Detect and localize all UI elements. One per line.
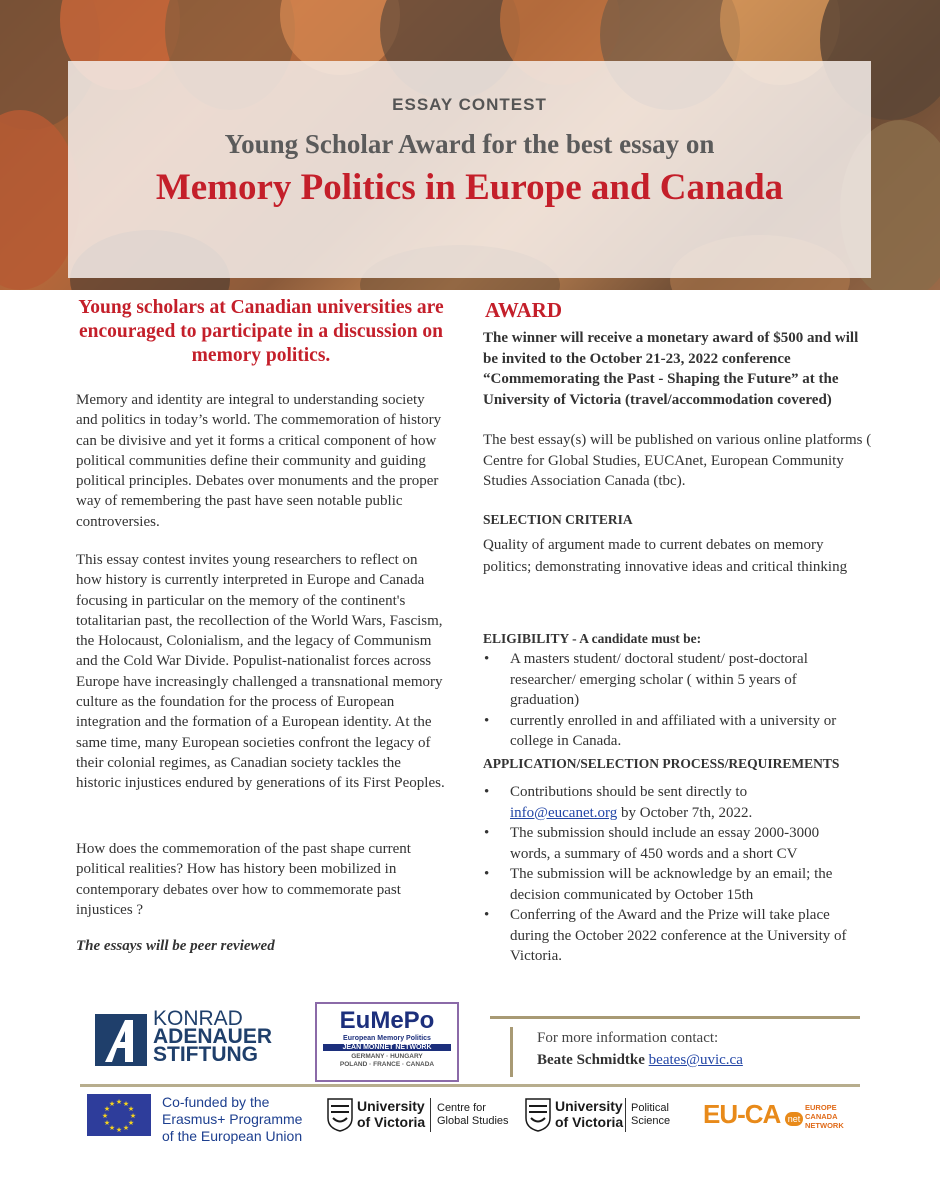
peer-review-note: The essays will be peer reviewed (76, 938, 275, 954)
selection-criteria-text: Quality of argument made to current debates on memory politics; demonstrating innovative ideas and critical thinking (483, 537, 848, 575)
eucanet-wordmark: EU-CA (703, 1099, 781, 1129)
uvic-unit (437, 1102, 509, 1128)
left-column (76, 296, 446, 954)
eucanet-logo (703, 1099, 844, 1130)
kas-line-2: ADENAUER (153, 1025, 273, 1048)
eumepo-logo (315, 1002, 459, 1082)
list-item: • currently enrolled in and affiliated with a university or college in Canada. (483, 711, 853, 752)
erasmus-line-3: of the European Union (162, 1128, 303, 1144)
eucanet-net-badge: net (785, 1112, 804, 1126)
svg-text:★: ★ (103, 1105, 111, 1113)
publication-note: The best essay(s) will be published on various online platforms ( Centre for Global Studies, EUCAnet, European Community Studies Association Canada (tbc). (483, 432, 872, 489)
uvic-name (357, 1098, 425, 1130)
uvic-name-line-2: of Victoria (357, 1114, 426, 1130)
award-heading: AWARD (485, 298, 563, 322)
list-item: • The submission should include an essay 2000-3000 words, a summary of 450 words and a short CV (483, 823, 853, 864)
uvic-name (555, 1098, 623, 1130)
uvic-unit-line-2: Science (631, 1115, 671, 1127)
uvic-unit (631, 1102, 670, 1128)
svg-text:★: ★ (122, 1100, 130, 1108)
eligibility-heading: ELIGIBILITY - A candidate must be: (483, 631, 702, 646)
uvic-unit-line-1: Political (631, 1102, 669, 1114)
uvic-name-line-2: of Victoria (555, 1114, 624, 1130)
contact-line (537, 1049, 887, 1071)
kas-line-1: KONRAD (153, 1007, 243, 1030)
svg-text:★: ★ (122, 1124, 130, 1132)
svg-text:★: ★ (127, 1119, 135, 1127)
svg-text:★: ★ (108, 1100, 116, 1108)
svg-text:★: ★ (115, 1126, 123, 1134)
contest-email-link[interactable]: info@eucanet.org (510, 804, 618, 821)
page-title: Memory Politics in Europe and Canada (155, 167, 784, 208)
svg-text:★: ★ (129, 1112, 137, 1120)
application-heading: APPLICATION/SELECTION PROCESS/REQUIREMENTS (483, 756, 840, 771)
eligibility-list (483, 649, 853, 752)
kas-wordmark (153, 1007, 273, 1066)
eucanet-tag-2: CANADA (805, 1112, 838, 1121)
kas-a-icon (95, 1014, 147, 1066)
uvic-crest-icon (327, 1098, 353, 1132)
uvic-crest-icon (525, 1098, 551, 1132)
svg-text:★: ★ (127, 1105, 135, 1113)
svg-text:★: ★ (101, 1112, 109, 1120)
eucanet-tagline (805, 1103, 844, 1130)
contact-block (510, 1027, 887, 1077)
header-banner (0, 0, 940, 290)
list-item: • The submission will be acknowledge by an email; the decision communicated by October 15th (483, 864, 853, 905)
selection-criteria-heading: SELECTION CRITERIA (483, 512, 633, 527)
uvic-unit-line-1: Centre for (437, 1102, 486, 1114)
erasmus-line-1: Co-funded by the (162, 1094, 270, 1110)
svg-text:★: ★ (115, 1098, 123, 1106)
page-subtitle: Young Scholar Award for the best essay on (224, 129, 715, 159)
eucanet-tag-1: EUROPE (805, 1103, 837, 1112)
award-description: The winner will receive a monetary award of $500 and will be invited to the October 21-23, 2022 conference “Commemorating the Past - Shaping the Future” at the University of Victoria (travel/accommodation covered) (483, 330, 859, 408)
list-item: • A masters student/ doctoral student/ post-doctoral researcher/ emerging scholar ( within 5 years of graduation) (483, 649, 853, 711)
eumepo-line-2: JEAN MONNET NETWORK (323, 1044, 451, 1051)
intro-paragraph-1: Memory and identity are integral to understanding society and politics in today’s world. The commemoration of history can be divisive and yet it forms a critical component of how political communities define their community and guiding political principles. Debates over monuments and the proper way of remembering the past have seen notable public controversies. (76, 392, 442, 530)
erasmus-cofunding-label (162, 1094, 302, 1145)
uvic-unit-line-2: Global Studies (437, 1115, 509, 1127)
contact-label: For more information contact: (537, 1030, 719, 1046)
intro-paragraph-2: This essay contest invites young researchers to reflect on how history is currently interpreted in Europe and Canada focusing in particular on the memory of the continent's totalitarian past, the recollection of the World Wars, Fascism, the Holocaust, Colonialism, and the legacy of Communism and the Cold War Divide. Populist-nationalist forces across Europe have increasingly challenged a transnational memory culture as the foundation for the process of European integration and the formation of a European identity. At the same time, many European societies confront the legacy of their colonial regimes, as Canadian society tackles the historic injustices endured by generations of its First Peoples. (76, 552, 445, 792)
svg-text:★: ★ (103, 1119, 111, 1127)
submission-deadline: by October 7th, 2022. (617, 804, 753, 821)
contact-name: Beate Schmidtke (537, 1052, 645, 1068)
eumepo-line-3: GERMANY · HUNGARY (351, 1053, 423, 1060)
list-item (483, 782, 853, 823)
uvic-name-line-1: University (555, 1098, 623, 1114)
application-list (483, 782, 853, 967)
list-item: • Conferring of the Award and the Prize will take place during the October 2022 conference at the University of Victoria. (483, 905, 853, 967)
intro-paragraph-3: How does the commemoration of the past shape current political realities? How has history been mobilized in contemporary debates over how to commemorate past injustices ? (76, 841, 411, 918)
eumepo-line-4: POLAND · FRANCE · CANADA (339, 1061, 435, 1068)
divider (625, 1098, 626, 1132)
erasmus-line-2: Erasmus+ Programme (162, 1111, 303, 1127)
title-panel (68, 61, 871, 278)
uvic-name-line-1: University (357, 1098, 425, 1114)
svg-text:★: ★ (108, 1124, 116, 1132)
eucanet-tag-3: NETWORK (805, 1121, 844, 1130)
eyebrow-label: ESSAY CONTEST (392, 95, 547, 114)
lead-statement: Young scholars at Canadian universities are encouraged to participate in a discussion on memory politics. (78, 297, 444, 366)
divider (430, 1098, 431, 1132)
divider (490, 1016, 860, 1019)
eumepo-line-1: European Memory Politics (343, 1035, 431, 1042)
eu-flag-icon (87, 1094, 151, 1136)
eumepo-name: EuMePo (339, 1007, 435, 1034)
kas-line-3: STIFTUNG (153, 1043, 258, 1066)
submission-instruction: Contributions should be sent directly to (510, 784, 748, 800)
kas-logo (95, 1007, 273, 1070)
contact-email-link[interactable]: beates@uvic.ca (648, 1052, 743, 1068)
divider (80, 1084, 860, 1087)
